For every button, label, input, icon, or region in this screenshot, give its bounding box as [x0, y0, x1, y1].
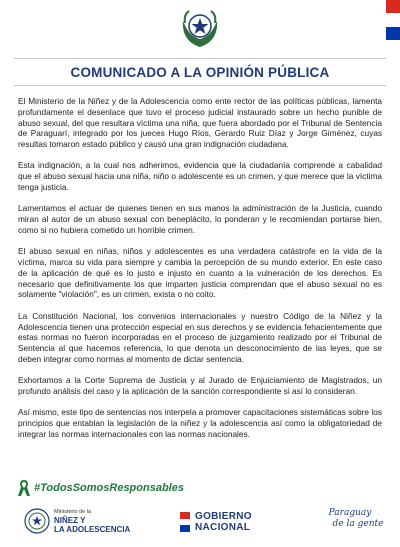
ministry-line2: NIÑEZ Y — [54, 515, 86, 525]
footer — [0, 502, 400, 547]
national-seal-icon — [175, 3, 225, 53]
ministry-logo — [24, 508, 130, 534]
title-bar — [14, 58, 386, 86]
communique-body — [18, 96, 382, 450]
paragraph-6: Exhortamos a la Corte Suprema de Justicia y al Jurado de Enjuiciamiento de Magistrados, un profundo análisis del caso y la aplicación de la sanción correspondiente si así lo consideran. — [18, 375, 382, 397]
hashtag-row — [18, 478, 184, 498]
paragraph-1: El Ministerio de la Niñez y de la Adolescencia como ente rector de las políticas públicas, lamenta profundamente el desenlace que tuvo el proceso judicial instaurado sobre un hecho punible de abuso sexual, del que resultara víctima una niña, que fuera abordado por el Tribunal de Sentencia de Paraguarí, integrado por los jueces Hugo Ríos, Gerardo Ruiz Díaz y Jorge Giménez, cuyas resultas tomaron estado público y causó una gran indignación ciudadana. — [18, 96, 382, 150]
gov-line1: GOBIERNO — [195, 511, 252, 522]
paragraph-4: El abuso sexual en niñas, niños y adolescentes es una verdadera catástrofe en la vida de la víctima, marca su vida para siempre y cambia la percepción de su mundo exterior. En este caso de la aplicación de qué es lo justo e injusto en cuanto a la vulneración de los derechos. Es necesario que definitivamente los que imparten justicia comprendan que el abuso sexual no es solamente "violación", es un crimen, exista o no coito. — [18, 246, 382, 300]
ministry-line3: LA ADOLESCENCIA — [54, 524, 131, 534]
paragraph-3: Lamentamos el actuar de quienes tienen en sus manos la administración de la Justicia, cuando miran al autor de un abuso sexual con beneplácito, lo ponderan y le recomiendan portarse bien, como si no hubiera cometido un horrible crimen. — [18, 203, 382, 235]
slogan-logo — [315, 508, 385, 530]
hashtag: #TodosSomosResponsables — [34, 482, 184, 494]
flag-icon — [180, 512, 190, 532]
flag-stripes — [386, 0, 400, 40]
ministry-seal-icon — [24, 508, 50, 534]
page-title: COMUNICADO A LA OPINIÓN PÚBLICA — [70, 64, 330, 80]
awareness-ribbon-icon — [18, 479, 30, 497]
ministry-line1: Ministerio de la — [54, 508, 91, 515]
paragraph-2: Esta indignación, a la cual nos adherimos, evidencia que la ciudadanía comprende a cabalidad que el abuso sexual hacia una niña, niño o adolescente es un crimen, y que merece que la víctima tenga justicia. — [18, 160, 382, 193]
gov-line2: NACIONAL — [195, 522, 251, 533]
paragraph-5: La Constitución Nacional, los convenios internacionales y nuestro Código de la Niñez y la Adolescencia tienen una protección especial en sus derechos y se evidencia fehacientemente que estas normas no fueron incorporadas en el proceso de juzgamiento realizado por el Tribunal de Sentencia al que hacemos referencia, lo que denota un desconocimiento de las leyes, que se deben integrar como normas al momento de dictar sentencia. — [18, 310, 382, 364]
gobierno-nacional-logo — [180, 511, 252, 533]
paragraph-7: Así mismo, este tipo de sentencias nos interpela a promover capacitaciones sistemáticas sobre los principios que entablan la legislación de la niñez y la adolescencia así como la obligatoriedad de integrar las normas internacionales con las normas nacionales. — [18, 407, 382, 439]
slogan-line1: Paraguay — [328, 508, 372, 518]
slogan-line2: de la gente — [332, 519, 384, 529]
